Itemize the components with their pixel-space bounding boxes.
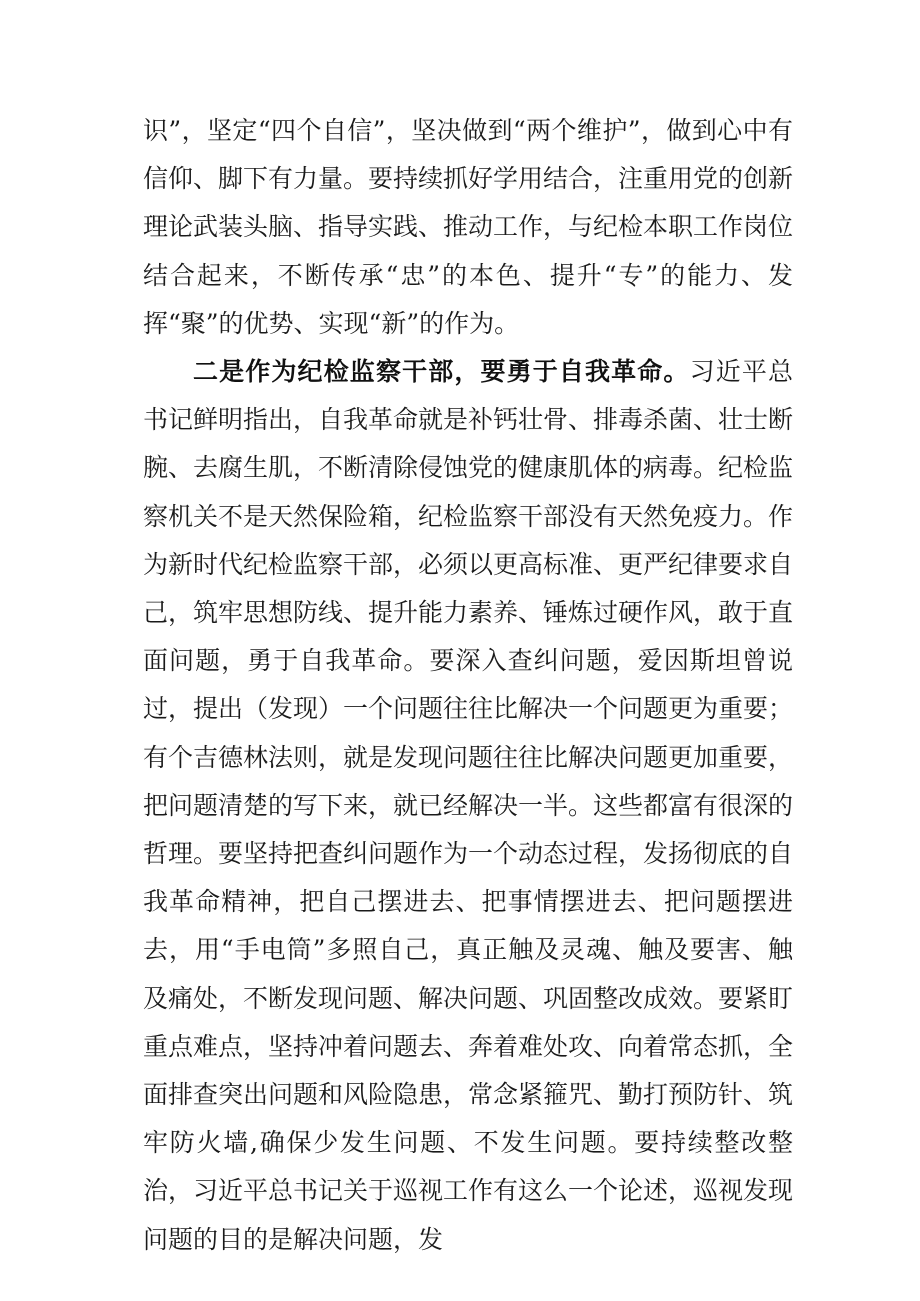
paragraph-2-body: 习近平总书记鲜明指出，自我革命就是补钙壮骨、排毒杀菌、壮士断腕、去腐生肌，不断清除侵蚀党的健康肌体的病毒。纪检监察机关不是天然保险箱，纪检监察干部没有天然免疫力。作为新时代纪检监察干部，必须以更高标准、更严纪律要求自己，筑牢思想防线、提升能力素养、锤炼过硬作风，敢于直面问题，勇于自我革命。要深入查纠问题，爱因斯坦曾说过，提出（发现）一个问题往往比解决一个问题更为重要；有个吉德林法则，就是发现问题往往比解决问题更加重要，把问题清楚的写下来，就已经解决一半。这些都富有很深的哲理。要坚持把查纠问题作为一个动态过程，发扬彻底的自我革命精神，把自己摆进去、把事情摆进去、把问题摆进去，用“手电筒”多照自己，真正触及灵魂、触及要害、触及痛处，不断发现问题、解决问题、巩固整改成效。要紧盯重点难点，坚持冲着问题去、奔着难处攻、向着常态抓，全面排查突出问题和风险隐患，常念紧箍咒、勤打预防针、筑牢防火墙,确保少发生问题、不发生问题。要持续整改整治，习近平总书记关于巡视工作有这么一个论述，巡视发现问题的目的是解决问题，发 [143,357,794,1254]
paragraph-1-text: 识”，坚定“四个自信”，坚决做到“两个维护”，做到心中有信仰、脚下有力量。要持续抓好学用结合，注重用党的创新理论武装头脑、指导实践、推动工作，与纪检本职工作岗位结合起来，不断传承“忠”的本色、提升“专”的能力、发挥“聚”的优势、实现“新”的作为。 [143,116,794,338]
paragraph-2 [143,348,793,1264]
paragraph-1 [143,107,793,348]
paragraph-2-lead-sentence: 二是作为纪检监察干部，要勇于自我革命。 [193,357,690,386]
